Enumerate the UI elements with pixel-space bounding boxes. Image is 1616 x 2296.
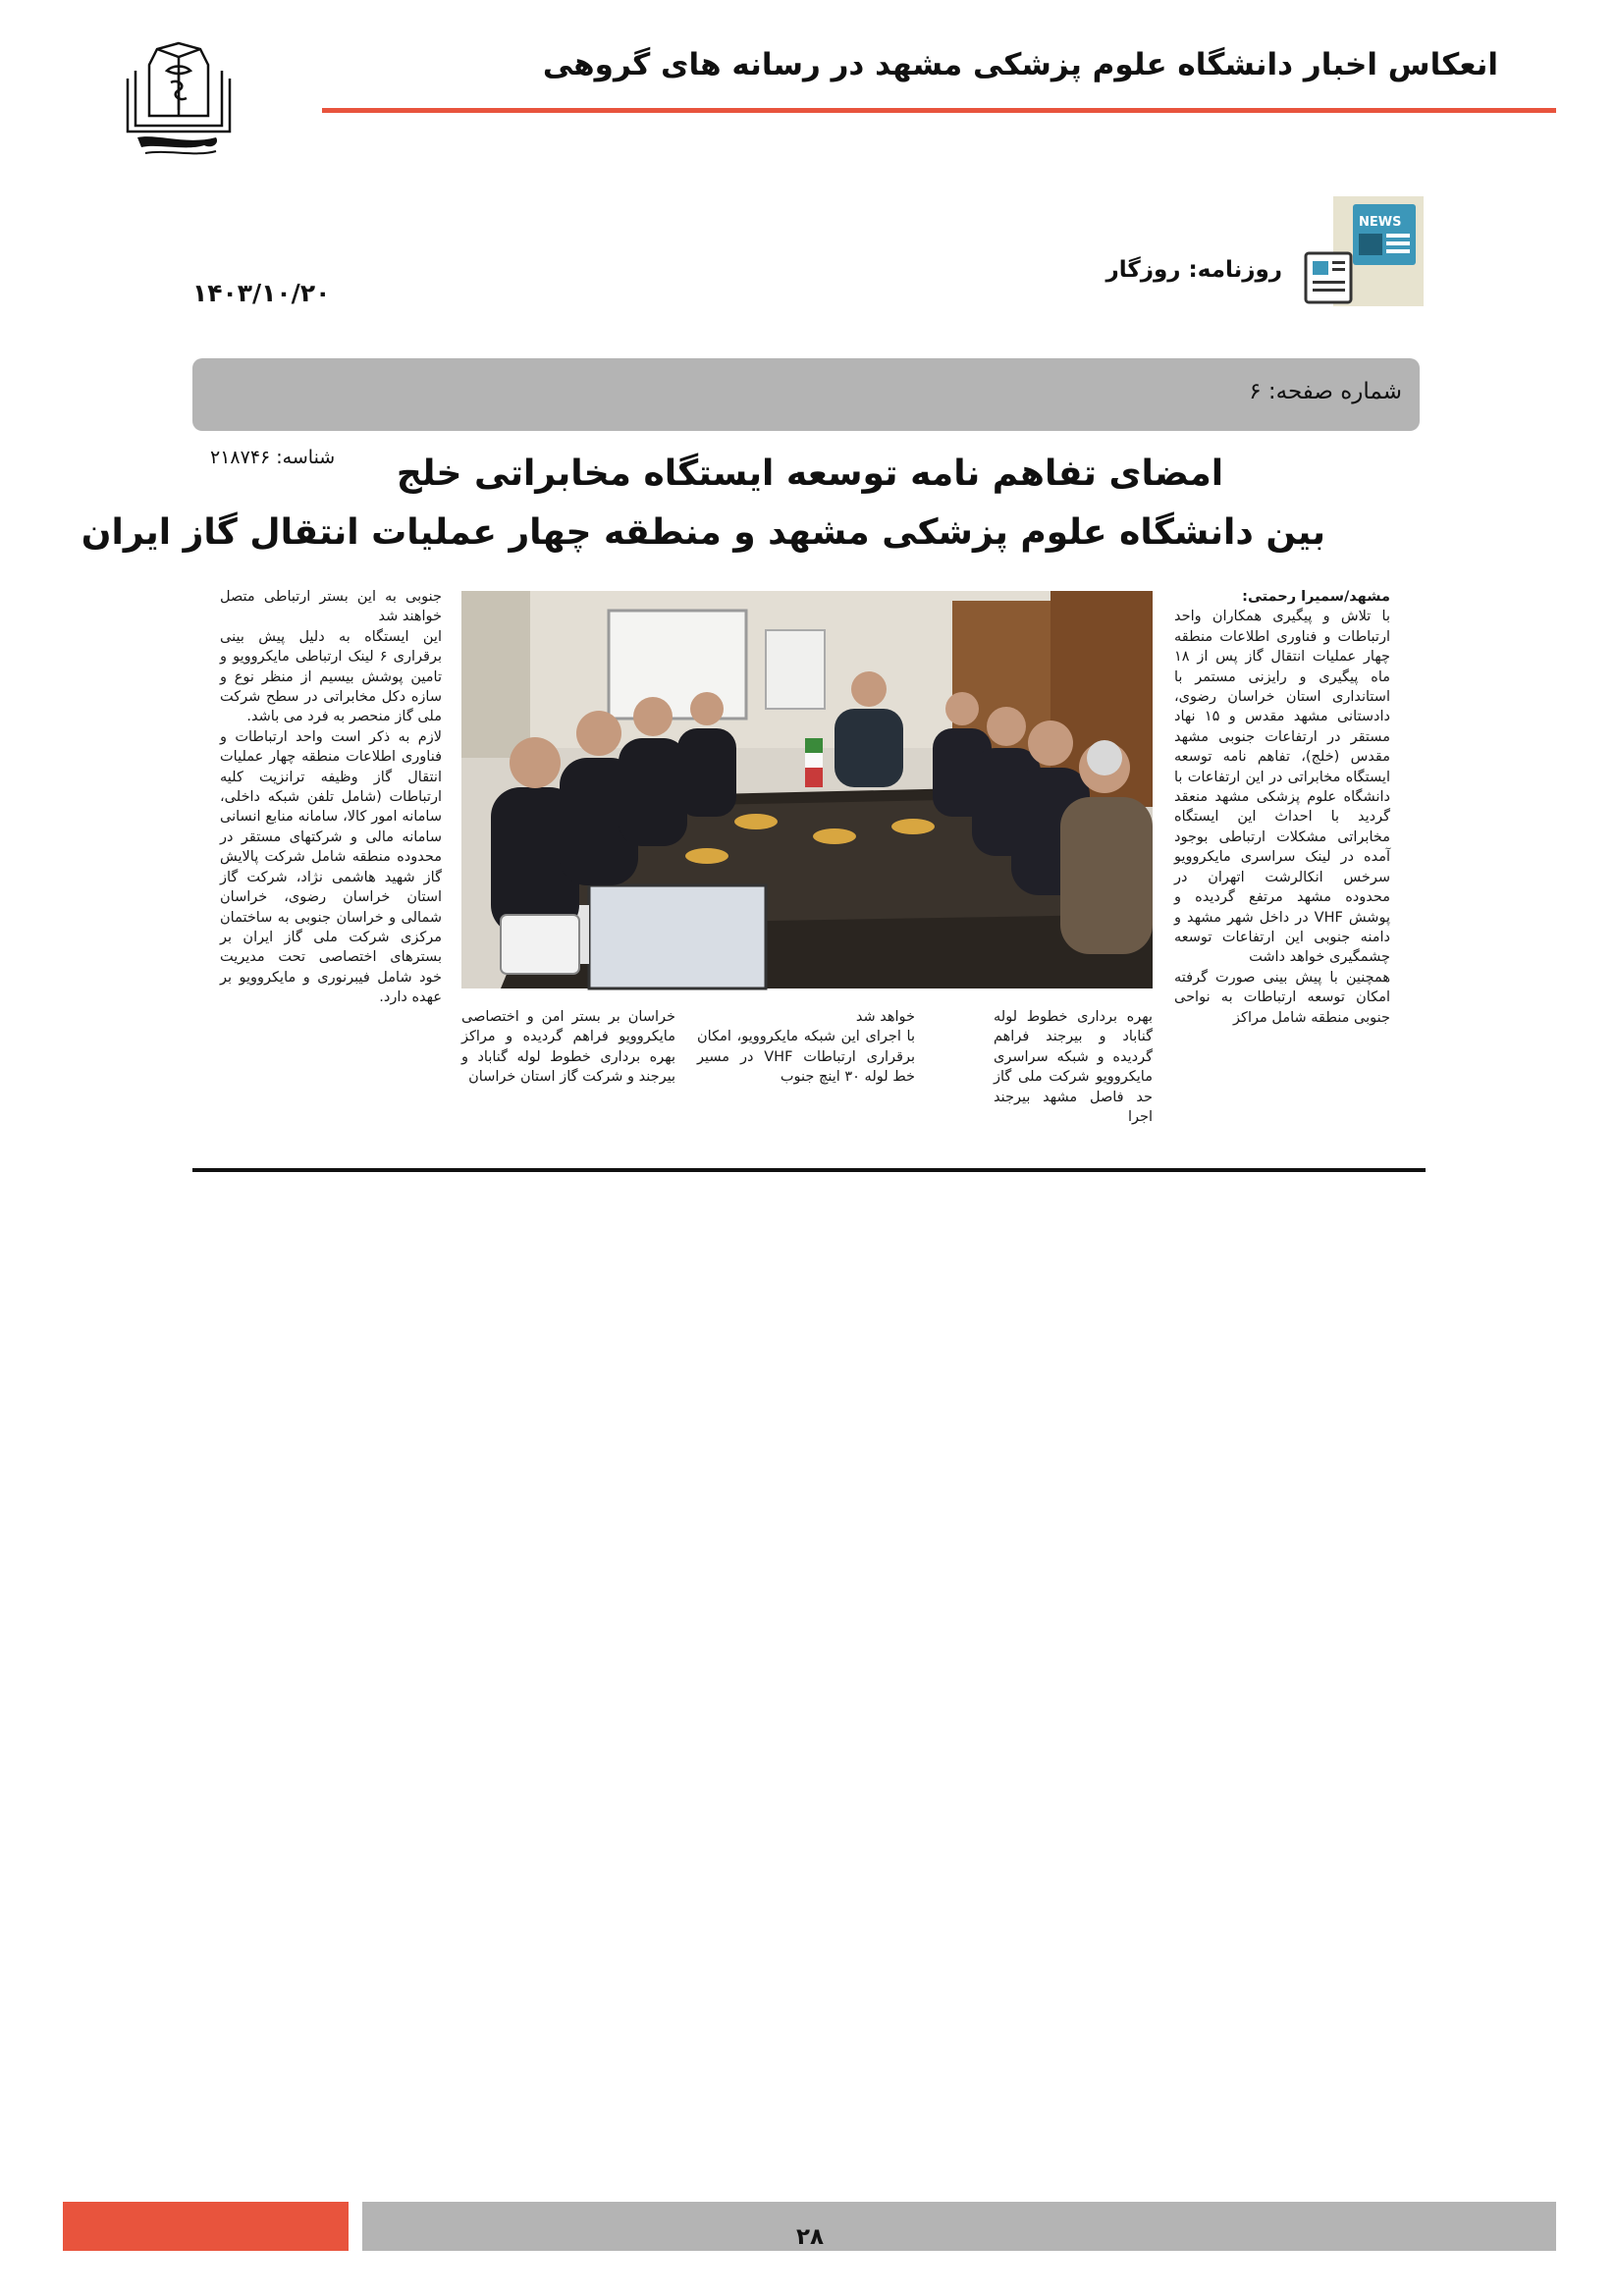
footer-accent-bar [63,2202,349,2251]
news-icon-label: NEWS [1359,215,1402,230]
article-paragraph: همچنین با پیش بینی صورت گرفته امکان توسعه ارتباطات به نواحی جنوبی منطقه شامل مراکز [1174,969,1390,1026]
article-paragraph: خواهد شد [855,1009,915,1025]
article-paragraph: بهره برداری خطوط لوله گناباد و بیرجند فراهم گردیده و شبکه سراسری مایکروویو شرکت ملی گاز حد فاصل مشهد بیرجند اجرا [994,1009,1153,1126]
headline-line-1: امضای تفاهم نامه توسعه ایستگاه مخابراتی خلج [396,454,1224,494]
article-column-bottom-2 [697,1007,915,1099]
header-divider [322,108,1556,113]
article-column-right [1174,587,1390,1099]
article-column-left [220,587,442,1099]
page-number: ۲۸ [795,2224,825,2250]
headline-line-2: بین دانشگاه علوم پزشکی مشهد و منطقه چهار عملیات انتقال گاز ایران [81,512,1325,553]
article-paragraph: لازم به ذکر است واحد ارتباطات و فناوری اطلاعات منطقه چهار عملیات انتقال گاز وظیفه ترانزیت کلیه ارتباطات (شامل تلفن شبکه داخلی، سامانه امور کالا، سامانه منابع انسانی سامانه مالی و شرکتهای مستقر در محدوده منطقه شامل شرکت پالایش گاز شهید هاشمی نژاد، شرکت گاز استان خراسان رضوی، خراسان شمالی و خراسان جنوبی به ساختمان مرکزی شرکت ملی گاز ایران بر بسترهای اختصاصی تحت مدیریت خود شامل فیبرنوری و مایکروویو بر عهده دارد. [220,728,442,1006]
meeting-photo [461,591,1153,988]
article-paragraph: با اجرای این شبکه مایکروویو، امکان برقراری ارتباطات VHF در مسیر خط لوله ۳۰ اینچ جنوب [697,1029,915,1086]
page-title: انعکاس اخبار دانشگاه علوم پزشکی مشهد در رسانه های گروهی [542,47,1498,82]
clipping-bottom-divider [192,1168,1426,1172]
article-column-bottom-1 [994,1007,1153,1126]
footer-bar [362,2202,1556,2251]
university-logo-icon [118,35,241,163]
newspaper-name: روزنامه: روزگار [1105,257,1282,283]
page-number-bar [192,358,1420,431]
news-icon [1304,196,1424,306]
article-paragraph: خراسان بر بستر امن و اختصاصی مایکروویو فراهم گردیده و مراکز بهره برداری خطوط لوله گناباد و بیرجند و شرکت گاز استان خراسان [461,1009,675,1086]
page-number-label: شماره صفحه: ۶ [1249,379,1402,404]
article-paragraph: این ایستگاه به دلیل پیش بینی برقراری ۶ لینک ارتباطی مایکروویو و تامین پوشش بیسیم از منظر نوع و سازه دکل مخابراتی در سطح شرکت ملی گاز منحصر به فرد می باشد. [220,628,442,725]
article-paragraph: با تلاش و پیگیری همکاران واحد ارتباطات و فناوری اطلاعات منطقه چهار عملیات انتقال گاز پس از ۱۸ ماه پیگیری و رایزنی مستمر با استانداری استان خراسان رضوی، دادستانی مشهد مقدس و ۱۵ نهاد مستقر در ارتفاعات جنوبی مشهد مقدس (خلج)، تفاهم نامه توسعه ایستگاه مخابراتی در این ارتفاعات با دانشگاه علوم پزشکی مشهد منعقد گردید با احداث این ایستگاه مخابراتی مشکلات ارتباطی بوجود آمده در لینک سراسری مایکروویو سرخس انکالرشت اتهران در محدوده مشهد مرتفع گردیده و پوشش VHF در داخل شهر مشهد و دامنه جنوبی این ارتفاعات توسعه چشمگیری خواهد داشت [1174,609,1390,966]
article-paragraph: جنوبی به این بستر ارتباطی متصل خواهند شد [220,589,442,625]
article-column-bottom-3 [461,1007,675,1099]
byline: مشهد/سمیرا رحمتی: [1242,589,1390,605]
article-id: شناسه: ۲۱۸۷۴۶ [210,447,336,468]
publish-date: ۱۴۰۳/۱۰/۲۰ [192,279,331,307]
